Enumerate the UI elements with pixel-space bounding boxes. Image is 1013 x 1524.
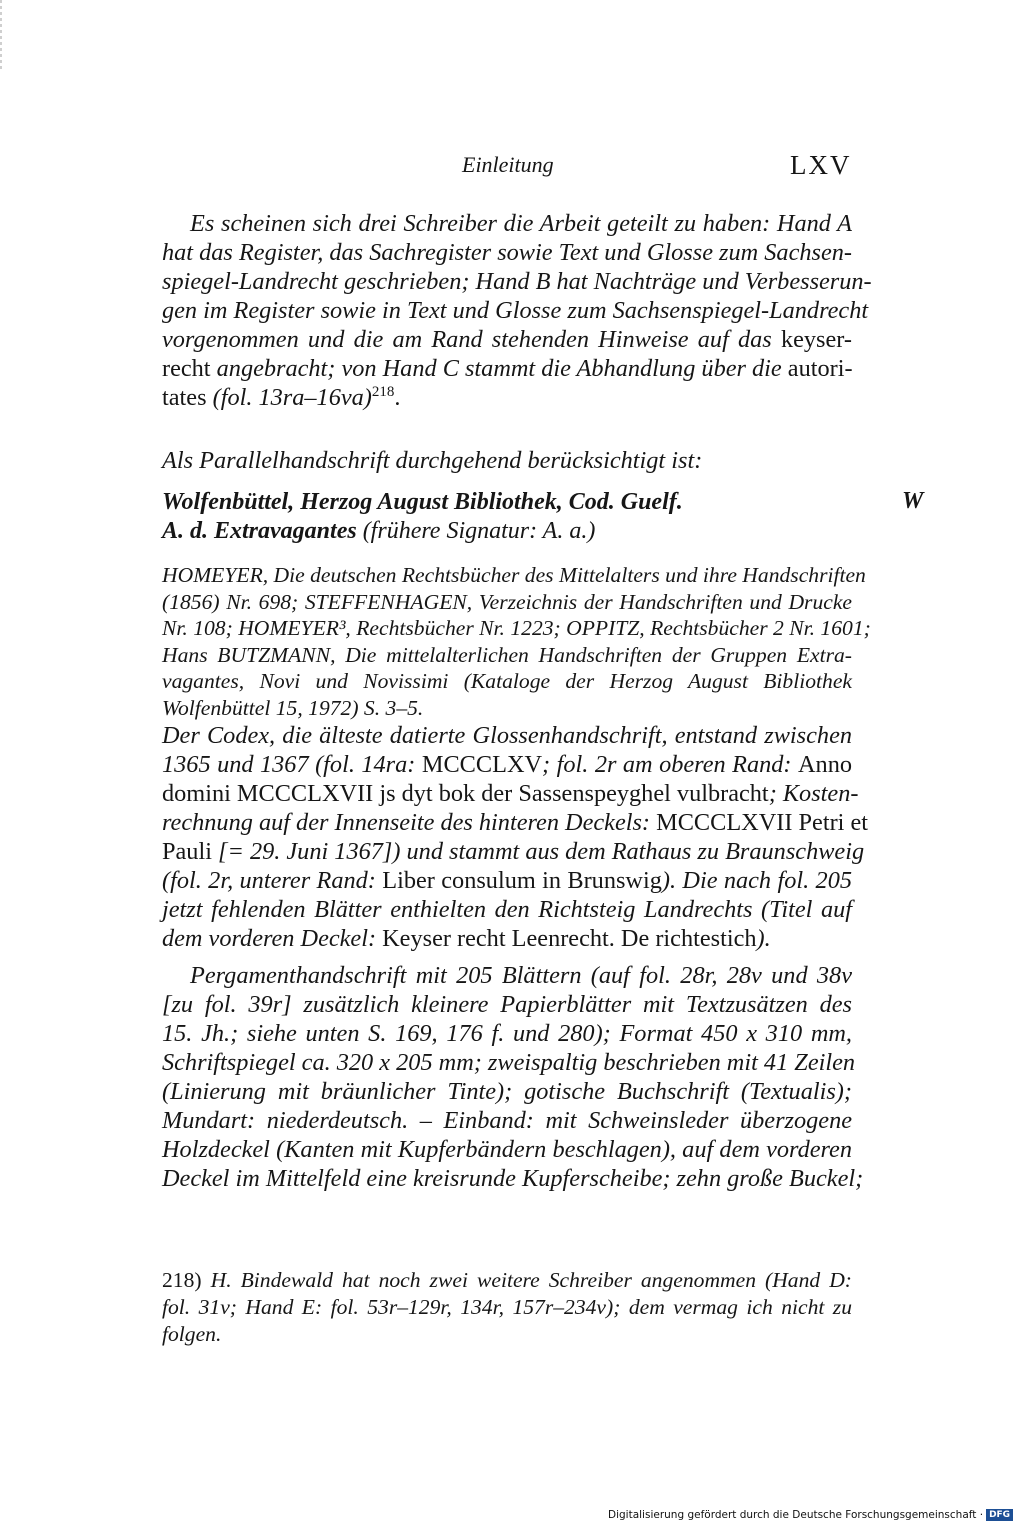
text-run: rechnung auf der Innenseite des hinteren Deckels:: [162, 809, 657, 836]
text-line: [162, 589, 852, 616]
text-line: [162, 383, 852, 412]
text-run: Pauli: [162, 838, 219, 865]
bibliography: [162, 562, 871, 721]
text-run: MCCCLXVII Petri et: [656, 809, 869, 836]
paragraph-codex: [162, 721, 869, 953]
text-run: Es scheinen sich drei Schreiber die Arbeit geteilt zu haben: Hand A: [190, 210, 852, 237]
text-run: (fol. 13ra–16va): [212, 384, 372, 411]
text-line: [162, 779, 859, 808]
text-run: (1856) Nr. 698; STEFFENHAGEN, Verzeichnis der Handschriften und Drucke: [162, 589, 852, 614]
text-line: [162, 990, 852, 1019]
page-number: LXV: [790, 150, 852, 180]
text-run: 15. Jh.; siehe unten S. 169, 176 f. und 280); Format 450 x 310 mm,: [162, 1020, 852, 1047]
text-run: ). Die nach fol. 205: [661, 867, 852, 894]
text-run: fol. 31v; Hand E: fol. 53r–129r, 134r, 157r–234v); dem vermag ich nicht zu: [162, 1295, 852, 1319]
text-line: [162, 721, 852, 750]
text-run: jetzt fehlenden Blätter enthielten den Richtsteig Landrechts (Titel auf: [162, 896, 852, 923]
margin-siglum: W: [902, 488, 924, 514]
text-line: [162, 267, 872, 296]
text-run: Der Codex, die älteste datierte Glossenhandschrift, entstand zwischen: [162, 722, 852, 749]
paragraph-scribes: [162, 209, 872, 412]
text-run: H. Bindewald hat noch zwei weitere Schreiber angenommen (Hand D:: [210, 1268, 852, 1292]
text-run: MCCCLXV: [421, 751, 543, 778]
text-run: Wolfenbüttel 15, 1972) S. 3–5.: [162, 695, 424, 720]
text-run: .: [394, 384, 401, 411]
manuscript-title-line1: Wolfenbüttel, Herzog August Bibliothek, Cod. Guelf.: [162, 489, 683, 515]
manuscript-title-shelfmark: A. d. Extravagantes: [162, 518, 357, 544]
text-run: vorgenommen und die am Rand stehenden Hinweise auf das: [162, 326, 781, 353]
paragraph-description: [162, 961, 864, 1193]
text-line: [162, 808, 869, 837]
text-run: ).: [756, 925, 771, 952]
text-run: hat das Register, das Sachregister sowie Text und Glosse zum Sachsen-: [162, 239, 852, 266]
text-run: Keyser recht Leenrecht. De richtestich: [382, 925, 757, 952]
text-line: [162, 238, 852, 267]
running-head-title: Einleitung: [462, 152, 554, 177]
dfg-footer: [608, 1509, 1013, 1521]
parallel-heading-text: Als Parallelhandschrift durchgehend berücksichtigt ist:: [162, 447, 703, 474]
text-line: [162, 750, 852, 779]
text-line: [162, 296, 869, 325]
text-run: [zu fol. 39r] zusätzlich kleinere Papierblätter mit Textzusätzen des: [162, 991, 852, 1018]
text-run: domini MCCCLXVII js dyt bok der Sassenspeyghel vulbracht: [162, 780, 769, 807]
text-run: recht: [162, 355, 217, 382]
text-line: [162, 642, 852, 669]
footnote-218: [162, 1267, 852, 1348]
text-line: [162, 924, 852, 953]
scan-edge-marks: [0, 0, 2, 70]
text-run: Deckel im Mittelfeld eine kreisrunde Kupferscheibe; zehn große Buckel;: [162, 1165, 864, 1192]
text-run: HOMEYER, Die deutschen Rechtsbücher des Mittelalters und ihre Handschriften: [162, 563, 866, 587]
text-run: Nr. 108; HOMEYER³, Rechtsbücher Nr. 1223; OPPITZ, Rechtsbücher 2 Nr. 1601;: [162, 616, 871, 640]
text-line: [162, 1294, 852, 1321]
text-line: [162, 895, 852, 924]
text-run: keyser-: [780, 326, 852, 353]
text-line: [162, 1267, 852, 1294]
text-run: 1365 und 1367 (fol. 14ra:: [162, 751, 422, 778]
text-line: [162, 209, 852, 238]
text-run: spiegel-Landrecht geschrieben; Hand B hat Nachträge und Verbesserun-: [162, 268, 872, 295]
text-run: angebracht; von Hand C stammt die Abhandlung über die: [216, 355, 788, 382]
text-line: [162, 1321, 852, 1348]
text-line: [162, 837, 865, 866]
dfg-logo: DFG: [986, 1509, 1013, 1521]
text-line: [162, 1135, 852, 1164]
manuscript-title: [162, 488, 852, 546]
text-run: Pergamenthandschrift mit 205 Blättern (auf fol. 28r, 28v und 38v: [190, 962, 852, 989]
text-run: Anno: [798, 751, 852, 778]
text-line: [162, 354, 852, 383]
text-run: (fol. 2r, unterer Rand:: [162, 867, 383, 894]
text-run: [= 29. Juni 1367]) und stammt aus dem Rathaus zu Braunschweig: [218, 838, 865, 865]
footer-text: Digitalisierung gefördert durch die Deutsche Forschungsgemeinschaft ·: [608, 1509, 984, 1521]
text-line: [162, 866, 852, 895]
text-run: (Linierung mit bräunlicher Tinte); gotische Buchschrift (Textualis);: [162, 1078, 852, 1105]
text-line: [162, 325, 852, 354]
text-run: Holzdeckel (Kanten mit Kupferbändern beschlagen), auf dem vorderen: [162, 1136, 852, 1163]
text-run: vagantes, Novi und Novissimi (Kataloge der Herzog August Bibliothek: [162, 669, 852, 693]
manuscript-title-former-signature: (frühere Signatur: A. a.): [356, 518, 596, 544]
text-line: [162, 1077, 852, 1106]
text-run: Mundart: niederdeutsch. – Einband: mit Schweinsleder überzogene: [162, 1107, 852, 1134]
text-run: ; fol. 2r am oberen Rand:: [542, 751, 798, 778]
footnote-reference[interactable]: 218: [371, 383, 395, 400]
text-run: Liber consulum in Brunswig: [382, 867, 662, 894]
text-line: [162, 961, 852, 990]
text-line: [162, 1048, 856, 1077]
text-run: dem vorderen Deckel:: [162, 925, 383, 952]
text-line: [162, 1019, 852, 1048]
text-run: tates: [162, 384, 213, 411]
parallel-heading: [162, 446, 852, 475]
text-run: gen im Register sowie in Text und Glosse zum Sachsenspiegel-Landrecht: [162, 297, 869, 324]
text-run: 218): [162, 1268, 211, 1292]
text-line: [162, 668, 852, 695]
text-line: [162, 615, 871, 642]
text-run: autori-: [787, 355, 853, 382]
text-run: folgen.: [162, 1322, 222, 1346]
text-run: ; Kosten-: [768, 780, 859, 807]
text-line: [162, 695, 852, 722]
text-line: [162, 1106, 852, 1135]
text-run: Hans BUTZMANN, Die mittelalterlichen Handschriften der Gruppen Extra-: [162, 642, 852, 667]
text-line: [162, 562, 866, 589]
text-line: [162, 1164, 864, 1193]
text-run: Schriftspiegel ca. 320 x 205 mm; zweispaltig beschrieben mit 41 Zeilen: [162, 1049, 856, 1076]
